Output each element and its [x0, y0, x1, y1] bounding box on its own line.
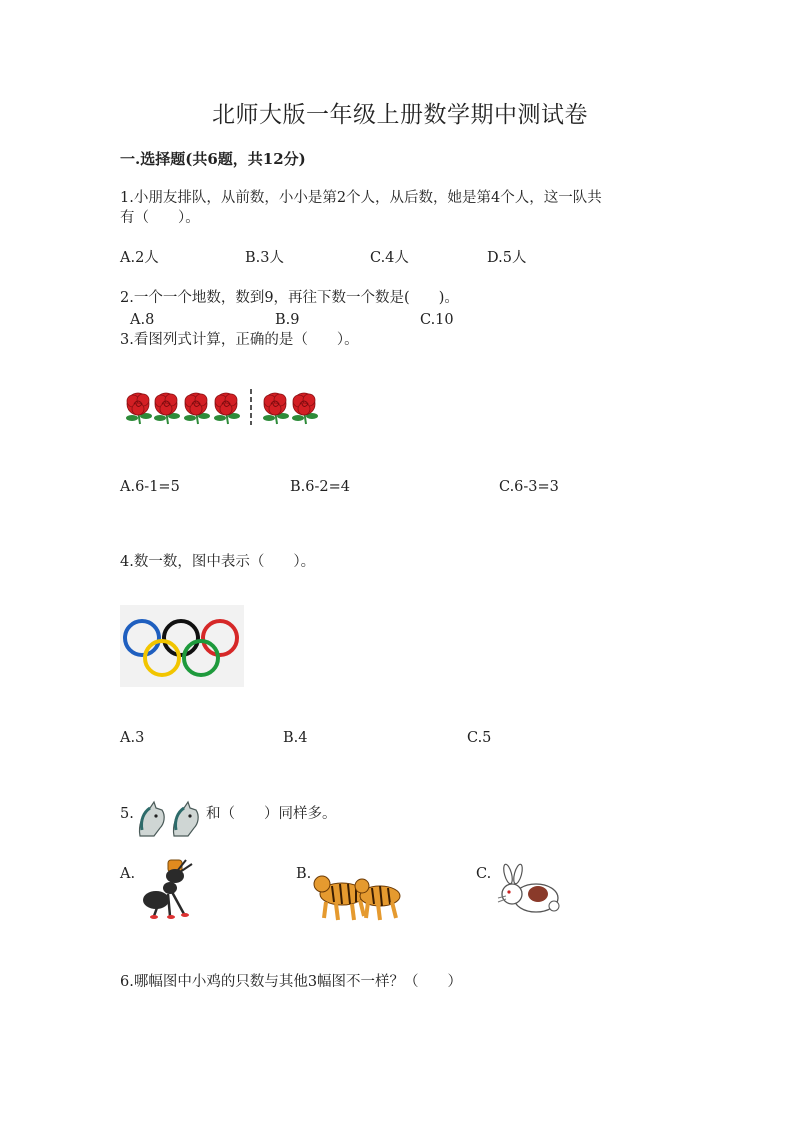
question-1-text: 1.小朋友排队，从前数，小小是第2个人，从后数，她是第4个人，这一队共: [120, 190, 602, 206]
horse-head-2: [173, 802, 198, 836]
page-title: 北师大版一年级上册数学期中测试卷: [212, 102, 588, 128]
question-5-number: 5.: [120, 806, 134, 822]
q1-option-d[interactable]: D.5人: [487, 250, 527, 266]
question-5-text: 和（ ）同样多。: [206, 806, 337, 822]
q3-option-a[interactable]: A.6-1=5: [120, 479, 180, 495]
q5-option-b[interactable]: B.: [296, 866, 312, 882]
q2-option-b[interactable]: B.9: [275, 312, 300, 328]
q2-option-c[interactable]: C.10: [420, 312, 454, 328]
q5-option-a[interactable]: A.: [120, 866, 136, 882]
q4-option-b[interactable]: B.4: [283, 730, 308, 746]
two-tigers-picture: [312, 864, 404, 924]
q5-option-c[interactable]: C.: [476, 866, 492, 882]
rose-flower-1: [126, 393, 152, 424]
olympic-rings-picture: [120, 605, 244, 687]
question-4-text: 4.数一数，图中表示（ ）。: [120, 554, 316, 570]
q1-option-b[interactable]: B.3人: [245, 250, 284, 266]
q1-option-a[interactable]: A.2人: [120, 250, 159, 266]
question-6-text: 6.哪幅图中小鸡的只数与其他3幅图不一样？（ ）: [120, 974, 463, 990]
rose-flower-4: [214, 393, 240, 424]
question-2-text: 2.一个一个地数，数到9，再往下数一个数是( )。: [120, 290, 459, 306]
q4-option-c[interactable]: C.5: [467, 730, 492, 746]
section-heading: 一.选择题(共6题，共12分): [120, 150, 306, 168]
question-3-text: 3.看图列式计算，正确的是（ ）。: [120, 332, 359, 348]
ant-picture: [140, 858, 206, 922]
roses-picture: [120, 384, 330, 430]
rabbit-picture: [494, 862, 566, 920]
q4-option-a[interactable]: A.3: [120, 730, 145, 746]
rose-flower-5: [263, 393, 289, 424]
horse-head-1: [139, 802, 164, 836]
q1-option-c[interactable]: C.4人: [370, 250, 409, 266]
rose-flower-2: [154, 393, 180, 424]
rose-flower-6: [292, 393, 318, 424]
q2-option-a[interactable]: A.8: [130, 312, 155, 328]
q3-option-b[interactable]: B.6-2=4: [290, 479, 350, 495]
rose-flower-3: [184, 393, 210, 424]
q3-option-c[interactable]: C.6-3=3: [499, 479, 559, 495]
two-horses-picture: [134, 800, 206, 840]
question-1-text-cont: 有（ ）。: [120, 210, 200, 226]
